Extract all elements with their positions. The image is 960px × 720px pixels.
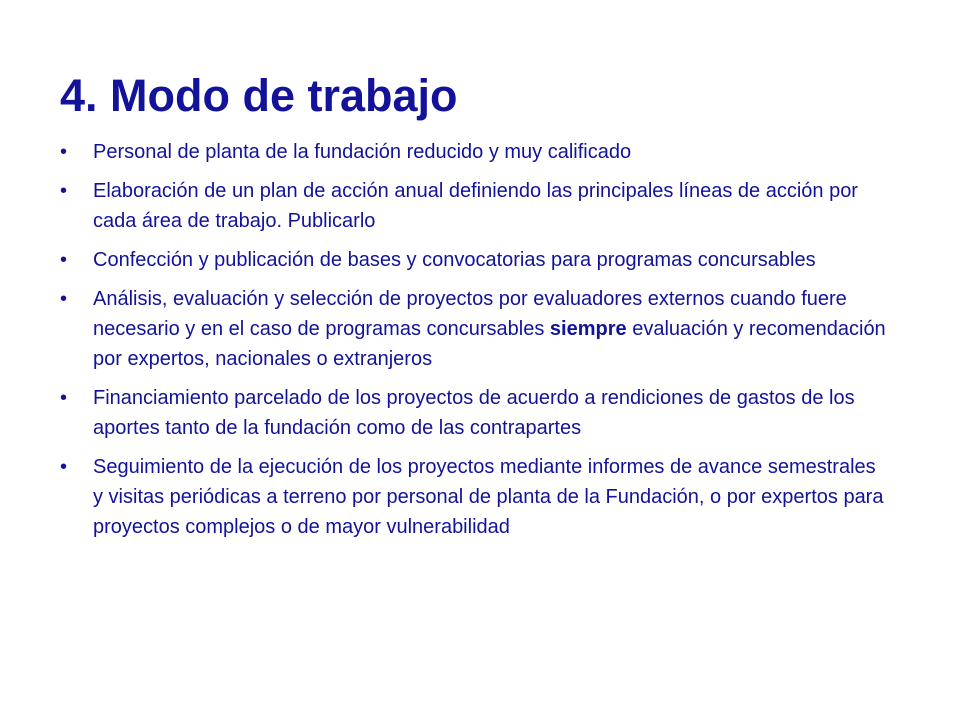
bullet-text-emphasis: siempre — [549, 318, 627, 340]
bullet-icon: • — [60, 180, 68, 202]
bullet-item-evaluation — [60, 284, 890, 374]
bullet-icon: • — [60, 456, 68, 478]
bullet-text: Financiamiento parcelado de los proyectos de acuerdo a rendiciones de gastos de los aportes tanto de la fundación como de las contrapartes — [93, 387, 855, 439]
bullet-icon: • — [60, 249, 68, 271]
bullet-item-monitoring — [60, 452, 890, 542]
slide-title: 4. Modo de trabajo — [60, 70, 458, 121]
bullet-text: Elaboración de un plan de acción anual definiendo las principales líneas de acción por cada área de trabajo. Publicarlo — [93, 180, 858, 232]
bullet-item-calls — [60, 245, 890, 275]
bullet-text-after: evaluación y recomendación por expertos, nacionales o extranjeros — [93, 318, 886, 370]
bullet-item-financing — [60, 383, 890, 443]
bullet-text: Confección y publicación de bases y convocatorias para programas concursables — [93, 249, 816, 271]
bullet-item-staff — [60, 137, 890, 167]
bullet-icon: • — [60, 288, 68, 310]
bullet-item-action-plan — [60, 176, 890, 236]
bullet-icon: • — [60, 387, 68, 409]
bullet-list — [60, 137, 890, 551]
bullet-text: Seguimiento de la ejecución de los proyectos mediante informes de avance semestrales y visitas periódicas a terreno por personal de planta de la Fundación, o por expertos para proyectos complejos o de mayor vulnerabilidad — [93, 456, 884, 538]
bullet-icon: • — [60, 141, 68, 163]
bullet-text: Personal de planta de la fundación reducido y muy calificado — [93, 141, 632, 163]
bullet-text — [93, 284, 890, 374]
bullet-text-before: Análisis, evaluación y selección de proyectos por evaluadores externos cuando fuere necesario y en el caso de programas concursables — [93, 288, 847, 340]
